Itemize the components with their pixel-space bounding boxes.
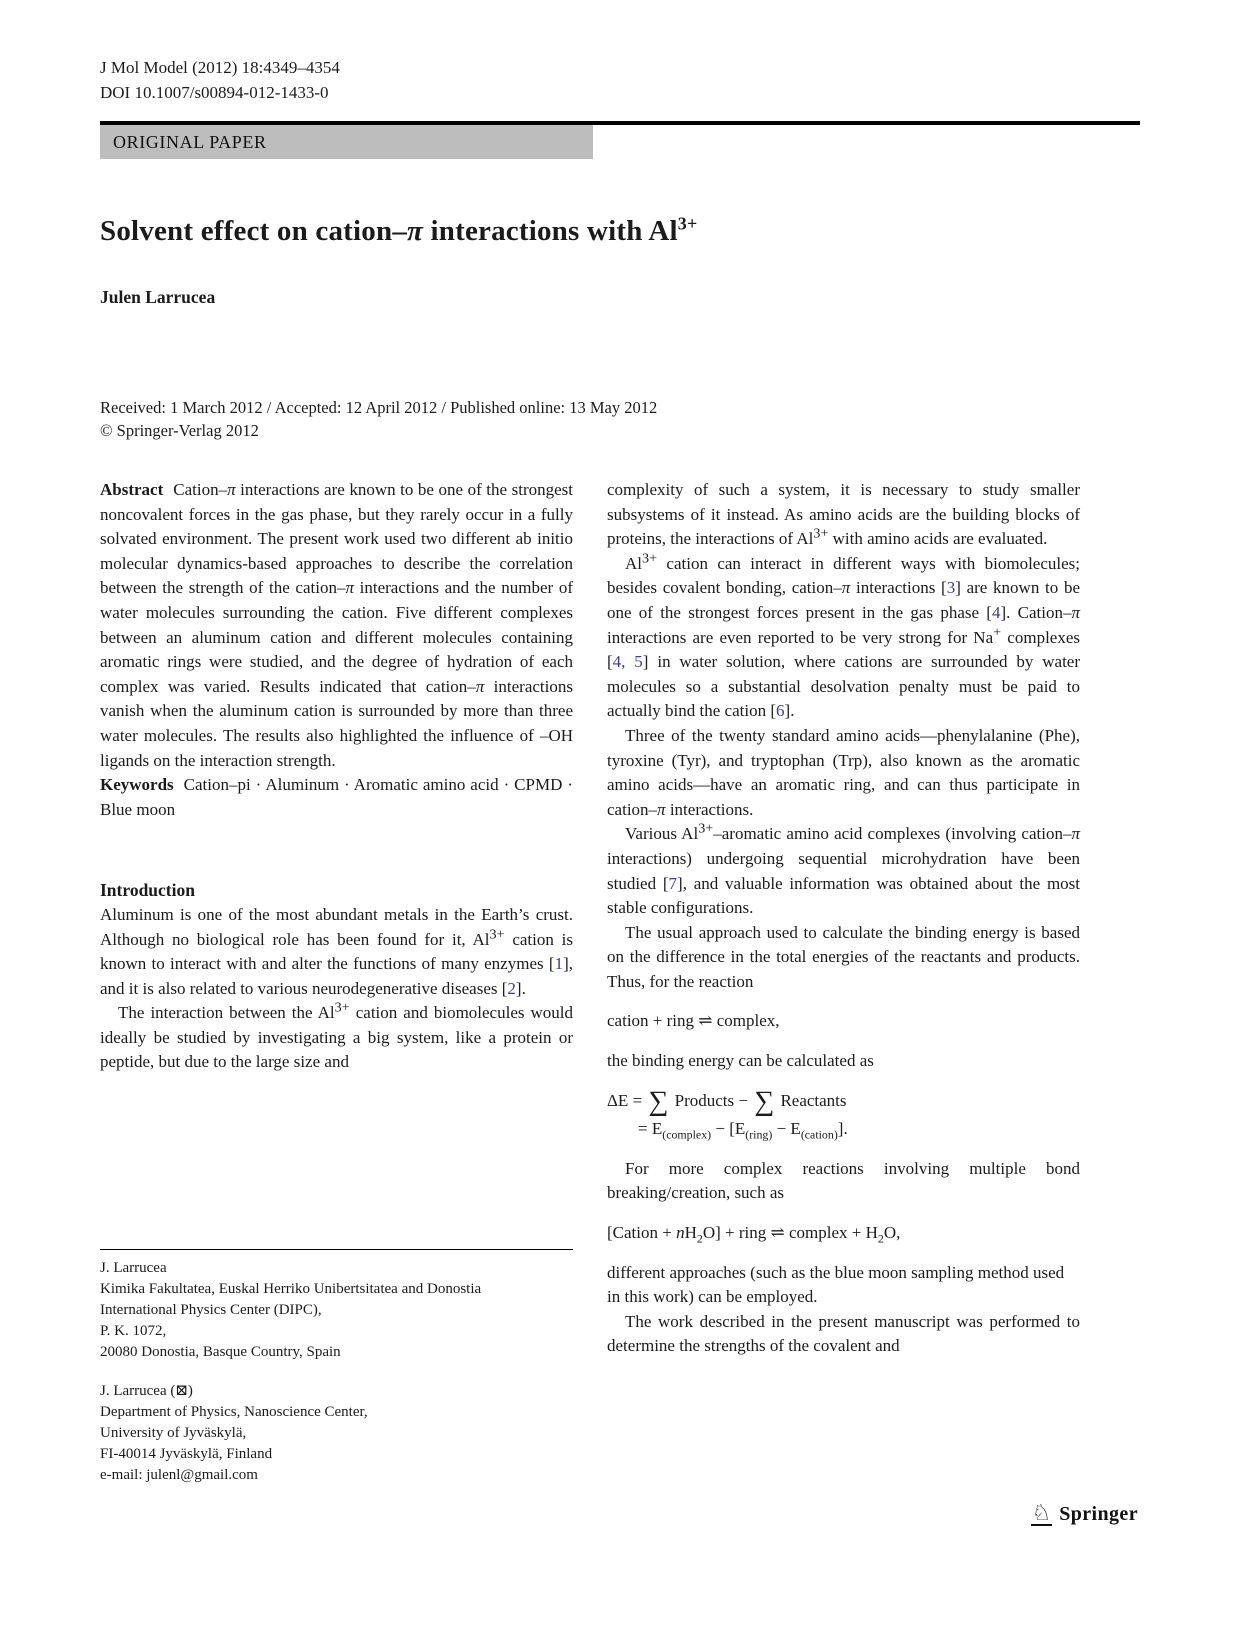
equation-line: ΔE = ∑ Products − ∑ Reactants <box>607 1085 847 1117</box>
footnote-line: University of Jyväskylä, <box>100 1425 247 1441</box>
body-paragraph: For more complex reactions involving multiple bond breaking/creation, such as <box>607 1158 1080 1203</box>
springer-horse-icon: ♘ <box>1031 1500 1052 1525</box>
footnote-line: International Physics Center (DIPC), <box>100 1302 322 1318</box>
springer-logo <box>1031 1500 1139 1526</box>
citation-link[interactable]: 1 <box>554 954 564 974</box>
left-column <box>100 478 573 1486</box>
abstract-text: Cation–π interactions are known to be one of the strongest noncovalent forces in the gas phase, but they rarely occur in a fully solvated environment. The present work used two different ab initio molecular dynamics-based approaches to describe the correlation between the strength of the cation–π interactions and the number of water molecules surrounding the cation. Five different complexes between an aluminum cation and different molecules containing aromatic rings were studied, and the degree of hydration of each complex was varied. Results indicated that cation–π interactions vanish when the aluminum cation is surrounded by more than three water molecules. The results also highlighted the influence of –OH ligands on the interaction strength. <box>100 480 573 770</box>
intro-paragraph-2: The interaction between the $Al^{3+}$ cation and biomolecules would ideally be studied by investigating a big system, like a protein or peptide, but due to the large size and <box>100 999 574 1072</box>
equation-binding-energy <box>607 1085 1080 1142</box>
body-paragraph: the binding energy can be calculated as <box>607 1051 874 1071</box>
abstract-paragraph <box>100 478 573 773</box>
footnote-affiliation-1 <box>100 1258 573 1363</box>
abstract-label: Abstract <box>100 480 164 499</box>
doi-line: DOI 10.1007/s00894-012-1433-0 <box>100 83 329 102</box>
body-paragraph: The work described in the present manuscript was performed to determine the strengths of the covalent and <box>607 1311 1080 1356</box>
citation-link[interactable]: 6 <box>776 701 785 721</box>
body-paragraph: Various $Al^{3+}$–aromatic amino acid complexes (involving cation–π interactions) undergoing sequential microhydration have been studied [7], and valuable information was obtained about the most stable configurations. <box>607 820 1081 918</box>
intro-paragraph-1: Aluminum is one of the most abundant metals in the Earth’s crust. Although no biological role has been found for it, $Al^{3+}$ cation is known to interact with and alter the functions of many enzymes [1], and it is also related to various neurodegenerative diseases [2]. <box>100 904 573 998</box>
keywords-paragraph <box>100 773 573 822</box>
footnote-line: Kimika Fakultatea, Euskal Herriko Unibertsitatea and Donostia <box>100 1281 482 1297</box>
keywords-label: Keywords <box>100 775 174 795</box>
body-paragraph: complexity of such a system, it is necessary to study smaller subsystems of it instead. As amino acids are the building blocks of proteins, the interactions of $Al^{3+}$ with amino acids are evaluated. <box>607 480 1080 549</box>
category-banner: ORIGINAL PAPER <box>100 125 593 159</box>
right-column <box>607 478 1080 1486</box>
body-paragraph: Three of the twenty standard amino acids—phenylalanine (Phe), tyroxine (Tyr), and tryptophan (Trp), also known as the aromatic amino acids—have an aromatic ring, and can thus participate in cation–π interactions. <box>607 725 1080 819</box>
summation-symbol: ∑ <box>754 1085 775 1117</box>
footnote-affiliation-2 <box>100 1381 573 1486</box>
citation-link[interactable]: 3 <box>946 578 956 598</box>
journal-citation-line: J Mol Model (2012) 18:4349–4354 <box>100 58 340 77</box>
publisher-wordmark: Springer <box>1059 1503 1138 1525</box>
two-column-body <box>100 478 1140 1486</box>
footnote-line: FI-40014 Jyväskylä, Finland <box>100 1446 273 1462</box>
citation-link[interactable]: 4, 5 <box>612 652 643 672</box>
citation-link[interactable]: 4 <box>991 602 1001 622</box>
equation-line: = $E_{(complex)} - [E_{(ring)} - E_{(cation)}]$. <box>638 1119 848 1142</box>
body-paragraph: $Al^{3+}$ cation can interact in different ways with biomolecules; besides covalent bonding, cation–π interactions [3] are known to be one of the strongest forces present in the gas phase [4]. Cation–π interactions are even reported to be very strong for Na+ complexes [4, 5] in water solution, where cations are surrounded by water molecules so a substantial desolvation penalty must be paid to actually bind the cation [6]. <box>607 550 1080 721</box>
summation-symbol: ∑ <box>648 1085 669 1117</box>
citation-link[interactable]: 2 <box>507 978 516 998</box>
footnote-line: 20080 Donostia, Basque Country, Spain <box>100 1344 341 1360</box>
footnote-block <box>100 1249 573 1486</box>
keywords-text: Cation–pi · Aluminum · Aromatic amino acid · CPMD · Blue moon <box>100 775 573 819</box>
copyright-line: © Springer-Verlag 2012 <box>100 421 259 440</box>
footnote-line: J. Larrucea <box>100 1260 167 1276</box>
footnote-line: Department of Physics, Nanoscience Center, <box>100 1404 368 1420</box>
footnote-email-line: e-mail: julenl@gmail.com <box>100 1467 258 1483</box>
equation-reaction: cation + ring ⇌ complex, <box>607 1011 780 1031</box>
paper-title: Solvent effect on cation–π interactions with $Al^{3+}$ <box>100 213 698 247</box>
author-name: Julen Larrucea <box>100 287 216 307</box>
citation-link[interactable]: 7 <box>668 873 678 893</box>
body-paragraph: The usual approach used to calculate the binding energy is based on the difference in the total energies of the reactants and products. Thus, for the reaction <box>607 922 1080 991</box>
equation-hydrated-reaction: [Cation + $nH_2O$] + ring ⇌ complex + $H_2O$, <box>607 1223 901 1246</box>
body-paragraph: different approaches (such as the blue moon sampling method used in this work) can be employed. <box>607 1262 1065 1307</box>
header-rule <box>100 121 1140 159</box>
footnote-line: P. K. 1072, <box>100 1323 167 1339</box>
received-accepted-line: Received: 1 March 2012 / Accepted: 12 April 2012 / Published online: 13 May 2012 <box>100 398 658 417</box>
section-heading-introduction: Introduction <box>100 880 195 901</box>
footnote-corresponding-author-line: J. Larrucea (⊠) <box>100 1383 193 1399</box>
